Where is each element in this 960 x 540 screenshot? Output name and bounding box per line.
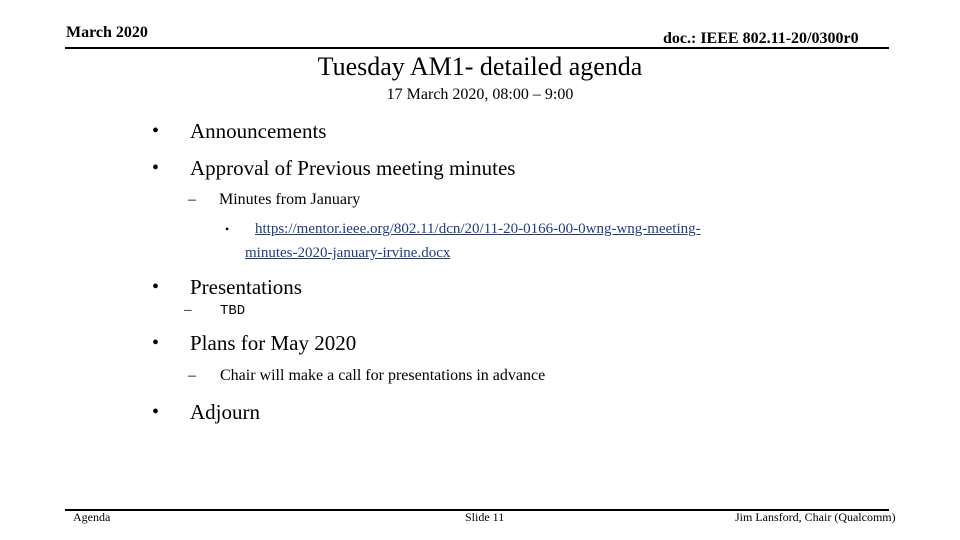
- agenda-item-announcements: Announcements: [190, 119, 327, 143]
- bullet-icon: •: [152, 276, 160, 298]
- slide-subtitle: 17 March 2020, 08:00 – 9:00: [386, 86, 574, 103]
- agenda-subitem-minutes: Minutes from January: [219, 191, 361, 208]
- bullet-icon: •: [152, 157, 160, 179]
- header-doc-id: doc.: IEEE 802.11-20/0300r0: [663, 30, 859, 47]
- agenda-item-presentations: Presentations: [190, 275, 302, 299]
- dash-icon: –: [188, 367, 196, 384]
- agenda-subitem-tbd: TBD: [220, 303, 246, 319]
- agenda-item-adjourn: Adjourn: [190, 400, 260, 424]
- bullet-icon: •: [225, 222, 230, 236]
- agenda-item-plans: Plans for May 2020: [190, 331, 357, 355]
- dash-icon: –: [188, 191, 196, 208]
- minutes-link-continued[interactable]: minutes-2020-january-irvine.docx: [245, 245, 451, 261]
- header-date: March 2020: [66, 24, 148, 41]
- footer-slide-number: Slide 11: [465, 510, 505, 524]
- bullet-icon: •: [152, 401, 160, 423]
- footer-left: Agenda: [73, 510, 111, 524]
- footer-author: Jim Lansford, Chair (Qualcomm): [735, 510, 896, 524]
- header-rule: [65, 47, 889, 49]
- minutes-link[interactable]: https://mentor.ieee.org/802.11/dcn/20/11-20-0166-00-0wng-wng-meeting-: [255, 221, 701, 237]
- slide-title: Tuesday AM1- detailed agenda: [317, 52, 643, 81]
- bullet-icon: •: [152, 120, 160, 142]
- bullet-icon: •: [152, 332, 160, 354]
- dash-icon: –: [184, 302, 192, 318]
- agenda-item-approval: Approval of Previous meeting minutes: [190, 156, 516, 180]
- agenda-subitem-chair-call: Chair will make a call for presentations in advance: [220, 367, 546, 384]
